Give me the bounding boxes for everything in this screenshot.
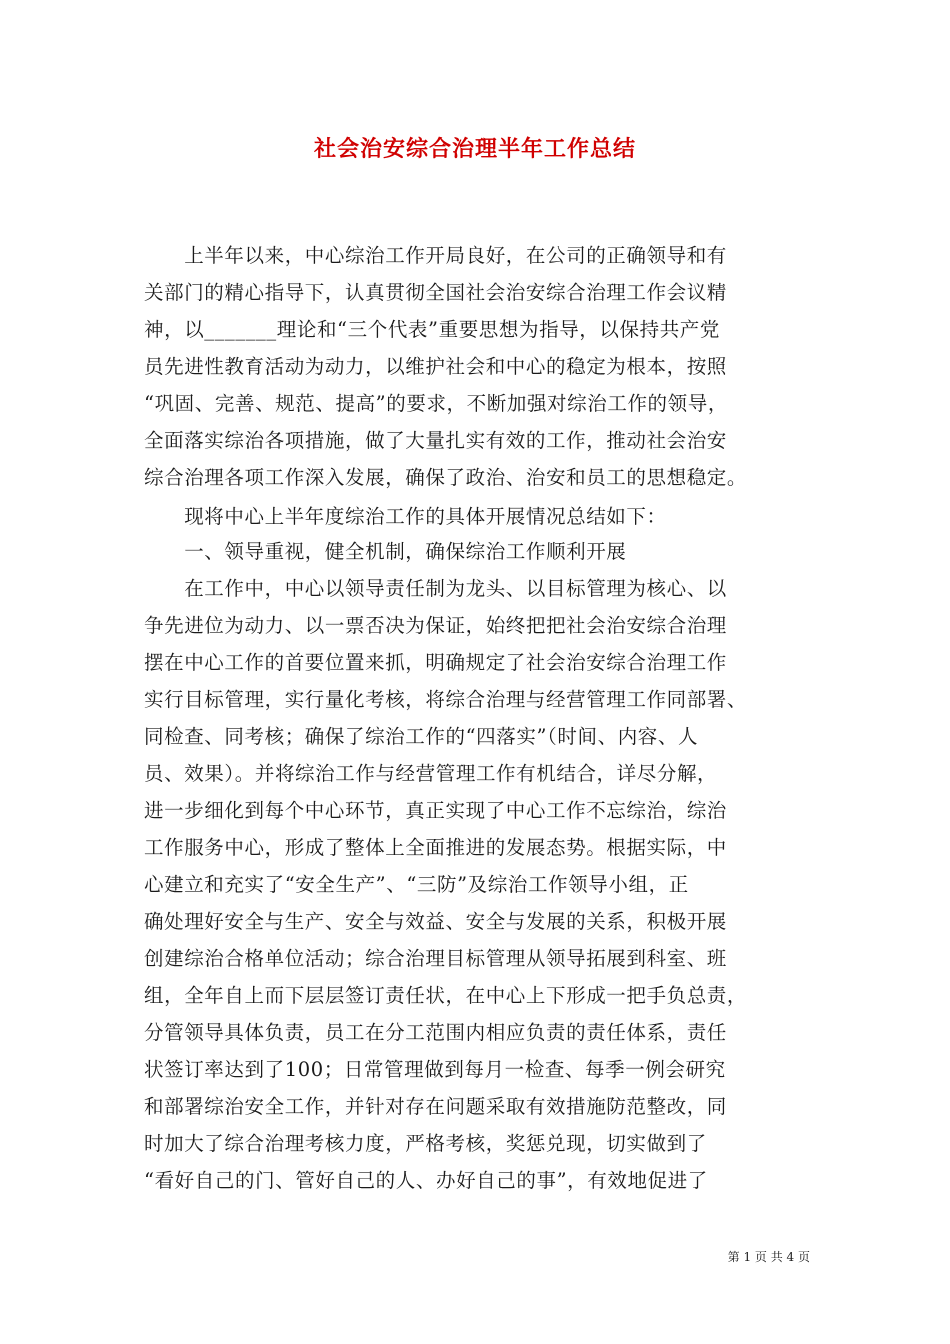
paragraph-line: 争先进位为动力、以一票否决为保证，始终把把社会治安综合治理 (144, 614, 727, 637)
section-heading: 一、领导重视，健全机制，确保综治工作顺利开展 (144, 540, 627, 563)
paragraph-line: “看好自己的门、管好自己的人、办好自己的事”，有效地促进了 (144, 1169, 708, 1192)
paragraph-line: 员先进性教育活动为动力，以维护社会和中心的稳定为根本，按照 (144, 355, 727, 378)
paragraph-line: 确处理好安全与生产、安全与效益、安全与发展的关系，积极开展 (144, 910, 727, 933)
paragraph-line: 摆在中心工作的首要位置来抓，明确规定了社会治安综合治理工作 (144, 651, 727, 674)
paragraph-line: 员、效果）。并将综治工作与经营管理工作有机结合，详尽分解， (144, 762, 718, 785)
document-title: 社会治安综合治理半年工作总结 (313, 136, 636, 162)
paragraph-line: 神，以_______理论和“三个代表”重要思想为指导，以保持共产党 (144, 318, 720, 341)
paragraph-line: 和部署综治安全工作，并针对存在问题采取有效措施防范整改，同 (144, 1095, 727, 1118)
paragraph-line: 全面落实综治各项措施，做了大量扎实有效的工作，推动社会治安 (144, 429, 727, 452)
paragraph-line: 现将中心上半年度综治工作的具体开展情况总结如下： (144, 505, 667, 528)
paragraph-line: 工作服务中心，形成了整体上全面推进的发展态势。根据实际，中 (144, 836, 727, 859)
paragraph-line: 同检查、同考核；确保了综治工作的“四落实”（时间、内容、人 (144, 725, 699, 748)
paragraph-line: 在工作中，中心以领导责任制为龙头、以目标管理为核心、以 (144, 577, 727, 600)
paragraph-line: 关部门的精心指导下，认真贯彻全国社会治安综合治理工作会议精 (144, 281, 727, 304)
paragraph-line: 综合治理各项工作深入发展，确保了政治、治安和员工的思想稳定。 (144, 466, 748, 489)
paragraph-line: 上半年以来，中心综治工作开局良好，在公司的正确领导和有 (144, 244, 727, 267)
paragraph-line: 组，全年自上而下层层签订责任状，在中心上下形成一把手负总责， (144, 984, 748, 1007)
paragraph-line: 创建综治合格单位活动；综合治理目标管理从领导拓展到科室、班 (144, 947, 727, 970)
paragraph-line: 心建立和充实了“安全生产”、“三防”及综治工作领导小组，正 (144, 873, 689, 896)
paragraph-line: 时加大了综合治理考核力度，严格考核，奖惩兑现，切实做到了 (144, 1132, 707, 1155)
page-number: 第 1 页 共 4 页 (727, 1250, 810, 1264)
paragraph-line: 进一步细化到每个中心环节，真正实现了中心工作不忘综治，综治 (144, 799, 727, 822)
paragraph-line: “巩固、完善、规范、提高”的要求，不断加强对综治工作的领导， (144, 392, 728, 415)
paragraph-line: 实行目标管理，实行量化考核，将综合治理与经营管理工作同部署、 (144, 688, 748, 711)
paragraph-line: 分管领导具体负责，员工在分工范围内相应负责的责任体系，责任 (144, 1021, 727, 1044)
paragraph-line: 状签订率达到了100；日常管理做到每月一检查、每季一例会研究 (144, 1058, 726, 1081)
